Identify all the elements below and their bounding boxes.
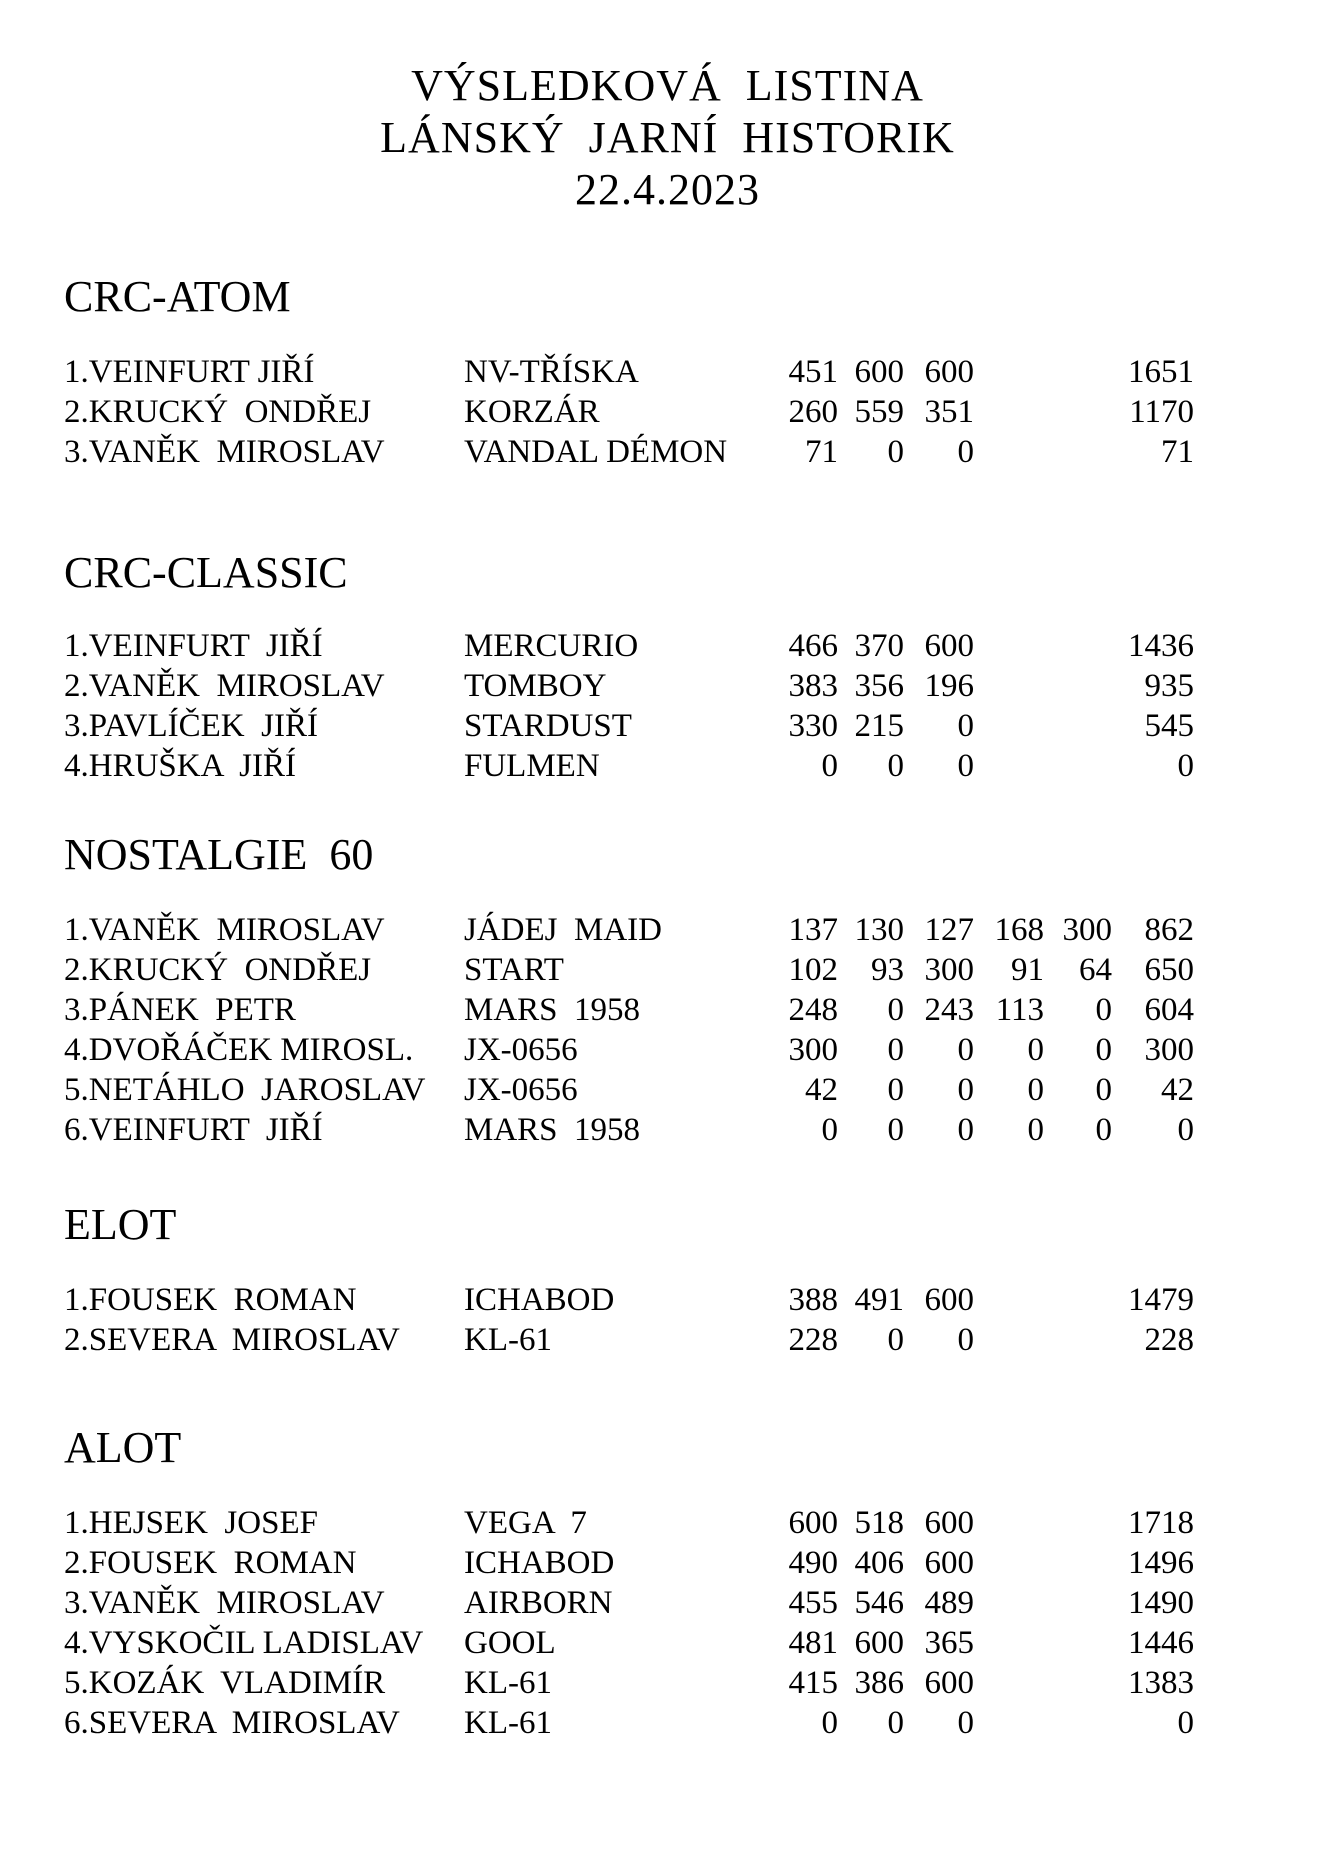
total-score: 1170 bbox=[1129, 394, 1194, 430]
competitor-name: VANĚK MIROSLAV bbox=[88, 912, 385, 948]
competitor-name: PAVLÍČEK JIŘÍ bbox=[88, 708, 318, 744]
model-name: ICHABOD bbox=[464, 1282, 615, 1318]
round-score: 91 bbox=[1011, 952, 1044, 988]
round-score: 490 bbox=[788, 1545, 838, 1581]
result-row bbox=[64, 392, 1264, 432]
round-score: 0 bbox=[957, 1032, 974, 1068]
model-name: MARS 1958 bbox=[464, 992, 641, 1028]
competitor-name: SEVERA MIROSLAV bbox=[88, 1705, 400, 1741]
round-score: 383 bbox=[788, 668, 838, 704]
results-table bbox=[64, 1503, 1264, 1743]
total-score: 1490 bbox=[1128, 1585, 1194, 1621]
results-table bbox=[64, 352, 1264, 472]
model-name: ICHABOD bbox=[464, 1545, 615, 1581]
round-score: 243 bbox=[924, 992, 974, 1028]
total-score: 604 bbox=[1144, 992, 1194, 1028]
model-name: VEGA 7 bbox=[464, 1505, 587, 1541]
round-score: 600 bbox=[924, 354, 974, 390]
category-section bbox=[64, 1200, 1264, 1360]
competitor bbox=[64, 950, 371, 990]
document-header bbox=[0, 60, 1335, 216]
competitor bbox=[64, 1583, 385, 1623]
category-section bbox=[64, 548, 1264, 786]
place: 1. bbox=[64, 912, 89, 948]
round-score: 0 bbox=[821, 1112, 838, 1148]
result-row bbox=[64, 432, 1264, 472]
place: 1. bbox=[64, 354, 89, 390]
competitor bbox=[64, 746, 296, 786]
result-row bbox=[64, 910, 1264, 950]
round-score: 0 bbox=[887, 1072, 904, 1108]
place: 6. bbox=[64, 1112, 89, 1148]
round-score: 300 bbox=[924, 952, 974, 988]
round-score: 127 bbox=[924, 912, 974, 948]
result-row bbox=[64, 1583, 1264, 1623]
total-score: 862 bbox=[1144, 912, 1194, 948]
total-score: 300 bbox=[1144, 1032, 1194, 1068]
model-name: MERCURIO bbox=[464, 628, 639, 664]
round-score: 0 bbox=[957, 434, 974, 470]
total-score: 0 bbox=[1177, 1112, 1194, 1148]
competitor bbox=[64, 1070, 426, 1110]
competitor bbox=[64, 1663, 385, 1703]
result-row bbox=[64, 1703, 1264, 1743]
round-score: 0 bbox=[887, 992, 904, 1028]
competitor-name: FOUSEK ROMAN bbox=[88, 1282, 357, 1318]
round-score: 0 bbox=[887, 1032, 904, 1068]
model-name: TOMBOY bbox=[464, 668, 607, 704]
result-row bbox=[64, 990, 1264, 1030]
model-name: VANDAL DÉMON bbox=[464, 434, 728, 470]
round-score: 0 bbox=[1027, 1072, 1044, 1108]
category-section bbox=[64, 272, 1264, 472]
competitor-name: HEJSEK JOSEF bbox=[88, 1505, 318, 1541]
result-row bbox=[64, 352, 1264, 392]
place: 1. bbox=[64, 628, 89, 664]
competitor bbox=[64, 1703, 400, 1743]
document-title: VÝSLEDKOVÁ LISTINA bbox=[411, 61, 924, 110]
model-name: MARS 1958 bbox=[464, 1112, 641, 1148]
competitor bbox=[64, 706, 318, 746]
results-table bbox=[64, 910, 1264, 1150]
round-score: 0 bbox=[957, 1705, 974, 1741]
round-score: 491 bbox=[854, 1282, 904, 1318]
place: 2. bbox=[64, 668, 89, 704]
competitor bbox=[64, 352, 314, 392]
event-name: LÁNSKÝ JARNÍ HISTORIK bbox=[380, 113, 955, 162]
place: 2. bbox=[64, 394, 89, 430]
result-row bbox=[64, 950, 1264, 990]
category-title: CRC-CLASSIC bbox=[64, 548, 348, 597]
round-score: 168 bbox=[994, 912, 1044, 948]
round-score: 300 bbox=[788, 1032, 838, 1068]
competitor bbox=[64, 432, 385, 472]
round-score: 0 bbox=[1027, 1112, 1044, 1148]
round-score: 451 bbox=[788, 354, 838, 390]
competitor-name: VANĚK MIROSLAV bbox=[88, 434, 385, 470]
competitor bbox=[64, 990, 296, 1030]
round-score: 260 bbox=[788, 394, 838, 430]
round-score: 0 bbox=[1095, 1032, 1112, 1068]
round-score: 0 bbox=[821, 748, 838, 784]
model-name: AIRBORN bbox=[464, 1585, 613, 1621]
model-name: NV-TŘÍSKA bbox=[464, 354, 639, 390]
round-score: 0 bbox=[957, 1112, 974, 1148]
event-date: 22.4.2023 bbox=[575, 165, 760, 214]
total-score: 228 bbox=[1144, 1322, 1194, 1358]
competitor-name: KOZÁK VLADIMÍR bbox=[88, 1665, 386, 1701]
place: 3. bbox=[64, 434, 89, 470]
round-score: 42 bbox=[805, 1072, 838, 1108]
round-score: 93 bbox=[871, 952, 904, 988]
round-score: 600 bbox=[924, 628, 974, 664]
place: 4. bbox=[64, 748, 89, 784]
total-score: 1496 bbox=[1128, 1545, 1194, 1581]
model-name: JX-0656 bbox=[464, 1072, 578, 1108]
model-name: KL-61 bbox=[464, 1665, 552, 1701]
round-score: 351 bbox=[924, 394, 974, 430]
round-score: 600 bbox=[788, 1505, 838, 1541]
round-score: 228 bbox=[788, 1322, 838, 1358]
place: 2. bbox=[64, 1545, 89, 1581]
round-score: 365 bbox=[924, 1625, 974, 1661]
total-score: 1651 bbox=[1128, 354, 1194, 390]
result-row bbox=[64, 746, 1264, 786]
competitor-name: KRUCKÝ ONDŘEJ bbox=[88, 394, 372, 430]
place: 2. bbox=[64, 952, 89, 988]
result-row bbox=[64, 1623, 1264, 1663]
total-score: 0 bbox=[1177, 748, 1194, 784]
result-row bbox=[64, 1070, 1264, 1110]
round-score: 386 bbox=[854, 1665, 904, 1701]
total-score: 650 bbox=[1144, 952, 1194, 988]
result-row bbox=[64, 1320, 1264, 1360]
round-score: 113 bbox=[995, 992, 1044, 1028]
total-score: 0 bbox=[1177, 1705, 1194, 1741]
competitor-name: VEINFURT JIŘÍ bbox=[88, 1112, 323, 1148]
place: 1. bbox=[64, 1282, 89, 1318]
results-table bbox=[64, 1280, 1264, 1360]
competitor-name: VANĚK MIROSLAV bbox=[88, 668, 385, 704]
competitor bbox=[64, 626, 323, 666]
result-row bbox=[64, 706, 1264, 746]
result-row bbox=[64, 666, 1264, 706]
round-score: 64 bbox=[1079, 952, 1112, 988]
round-score: 0 bbox=[1095, 1112, 1112, 1148]
model-name: START bbox=[464, 952, 564, 988]
result-row bbox=[64, 1030, 1264, 1070]
competitor bbox=[64, 666, 385, 706]
total-score: 1479 bbox=[1128, 1282, 1194, 1318]
competitor-name: VYSKOČIL LADISLAV bbox=[88, 1625, 424, 1661]
competitor bbox=[64, 392, 371, 432]
round-score: 215 bbox=[854, 708, 904, 744]
total-score: 1436 bbox=[1128, 628, 1194, 664]
round-score: 0 bbox=[1095, 992, 1112, 1028]
category-title: CRC-ATOM bbox=[64, 272, 291, 321]
place: 5. bbox=[64, 1665, 89, 1701]
model-name: STARDUST bbox=[464, 708, 632, 744]
round-score: 0 bbox=[887, 748, 904, 784]
round-score: 71 bbox=[805, 434, 838, 470]
round-score: 546 bbox=[854, 1585, 904, 1621]
place: 2. bbox=[64, 1322, 89, 1358]
category-section bbox=[64, 830, 1264, 1150]
competitor bbox=[64, 910, 385, 950]
round-score: 600 bbox=[854, 1625, 904, 1661]
competitor-name: DVOŘÁČEK MIROSL. bbox=[88, 1032, 414, 1068]
place: 3. bbox=[64, 1585, 89, 1621]
result-row bbox=[64, 1543, 1264, 1583]
competitor-name: PÁNEK PETR bbox=[88, 992, 296, 1028]
round-score: 600 bbox=[854, 354, 904, 390]
result-row bbox=[64, 1280, 1264, 1320]
results-table bbox=[64, 626, 1264, 786]
model-name: KORZÁR bbox=[464, 394, 600, 430]
competitor bbox=[64, 1030, 413, 1070]
category-section bbox=[64, 1423, 1264, 1743]
round-score: 0 bbox=[957, 1072, 974, 1108]
round-score: 0 bbox=[887, 434, 904, 470]
total-score: 1718 bbox=[1128, 1505, 1194, 1541]
result-row bbox=[64, 626, 1264, 666]
round-score: 0 bbox=[957, 748, 974, 784]
place: 3. bbox=[64, 708, 89, 744]
total-score: 935 bbox=[1144, 668, 1194, 704]
result-row bbox=[64, 1503, 1264, 1543]
round-score: 0 bbox=[887, 1705, 904, 1741]
model-name: GOOL bbox=[464, 1625, 556, 1661]
total-score: 545 bbox=[1144, 708, 1194, 744]
model-name: KL-61 bbox=[464, 1705, 552, 1741]
round-score: 0 bbox=[887, 1322, 904, 1358]
round-score: 0 bbox=[887, 1112, 904, 1148]
result-row bbox=[64, 1110, 1264, 1150]
competitor bbox=[64, 1280, 356, 1320]
competitor-name: KRUCKÝ ONDŘEJ bbox=[88, 952, 372, 988]
category-title: ALOT bbox=[64, 1423, 182, 1472]
category-title: ELOT bbox=[64, 1200, 177, 1249]
round-score: 455 bbox=[788, 1585, 838, 1621]
round-score: 559 bbox=[854, 394, 904, 430]
total-score: 42 bbox=[1161, 1072, 1194, 1108]
round-score: 388 bbox=[788, 1282, 838, 1318]
round-score: 130 bbox=[854, 912, 904, 948]
round-score: 0 bbox=[957, 1322, 974, 1358]
round-score: 481 bbox=[788, 1625, 838, 1661]
competitor-name: FOUSEK ROMAN bbox=[88, 1545, 357, 1581]
total-score: 71 bbox=[1161, 434, 1194, 470]
model-name: FULMEN bbox=[464, 748, 600, 784]
round-score: 102 bbox=[788, 952, 838, 988]
competitor bbox=[64, 1320, 400, 1360]
round-score: 330 bbox=[788, 708, 838, 744]
round-score: 600 bbox=[924, 1282, 974, 1318]
round-score: 196 bbox=[924, 668, 974, 704]
round-score: 300 bbox=[1062, 912, 1112, 948]
round-score: 248 bbox=[788, 992, 838, 1028]
round-score: 406 bbox=[854, 1545, 904, 1581]
place: 1. bbox=[64, 1505, 89, 1541]
round-score: 0 bbox=[821, 1705, 838, 1741]
competitor bbox=[64, 1503, 318, 1543]
total-score: 1446 bbox=[1128, 1625, 1194, 1661]
model-name: JÁDEJ MAID bbox=[464, 912, 662, 948]
place: 4. bbox=[64, 1625, 89, 1661]
competitor-name: HRUŠKA JIŘÍ bbox=[88, 748, 296, 784]
place: 6. bbox=[64, 1705, 89, 1741]
round-score: 0 bbox=[1095, 1072, 1112, 1108]
round-score: 356 bbox=[854, 668, 904, 704]
competitor-name: VEINFURT JIŘÍ bbox=[88, 354, 315, 390]
competitor-name: NETÁHLO JAROSLAV bbox=[88, 1072, 426, 1108]
round-score: 600 bbox=[924, 1545, 974, 1581]
model-name: KL-61 bbox=[464, 1322, 552, 1358]
place: 3. bbox=[64, 992, 89, 1028]
result-row bbox=[64, 1663, 1264, 1703]
competitor-name: VANĚK MIROSLAV bbox=[88, 1585, 385, 1621]
round-score: 415 bbox=[788, 1665, 838, 1701]
round-score: 0 bbox=[1027, 1032, 1044, 1068]
place: 5. bbox=[64, 1072, 89, 1108]
round-score: 489 bbox=[924, 1585, 974, 1621]
round-score: 0 bbox=[957, 708, 974, 744]
round-score: 600 bbox=[924, 1665, 974, 1701]
competitor bbox=[64, 1543, 356, 1583]
round-score: 137 bbox=[788, 912, 838, 948]
total-score: 1383 bbox=[1128, 1665, 1194, 1701]
category-title: NOSTALGIE 60 bbox=[64, 830, 374, 879]
competitor bbox=[64, 1110, 323, 1150]
competitor bbox=[64, 1623, 423, 1663]
round-score: 600 bbox=[924, 1505, 974, 1541]
competitor-name: SEVERA MIROSLAV bbox=[88, 1322, 400, 1358]
competitor-name: VEINFURT JIŘÍ bbox=[88, 628, 323, 664]
round-score: 370 bbox=[854, 628, 904, 664]
model-name: JX-0656 bbox=[464, 1032, 578, 1068]
round-score: 518 bbox=[854, 1505, 904, 1541]
place: 4. bbox=[64, 1032, 89, 1068]
round-score: 466 bbox=[788, 628, 838, 664]
